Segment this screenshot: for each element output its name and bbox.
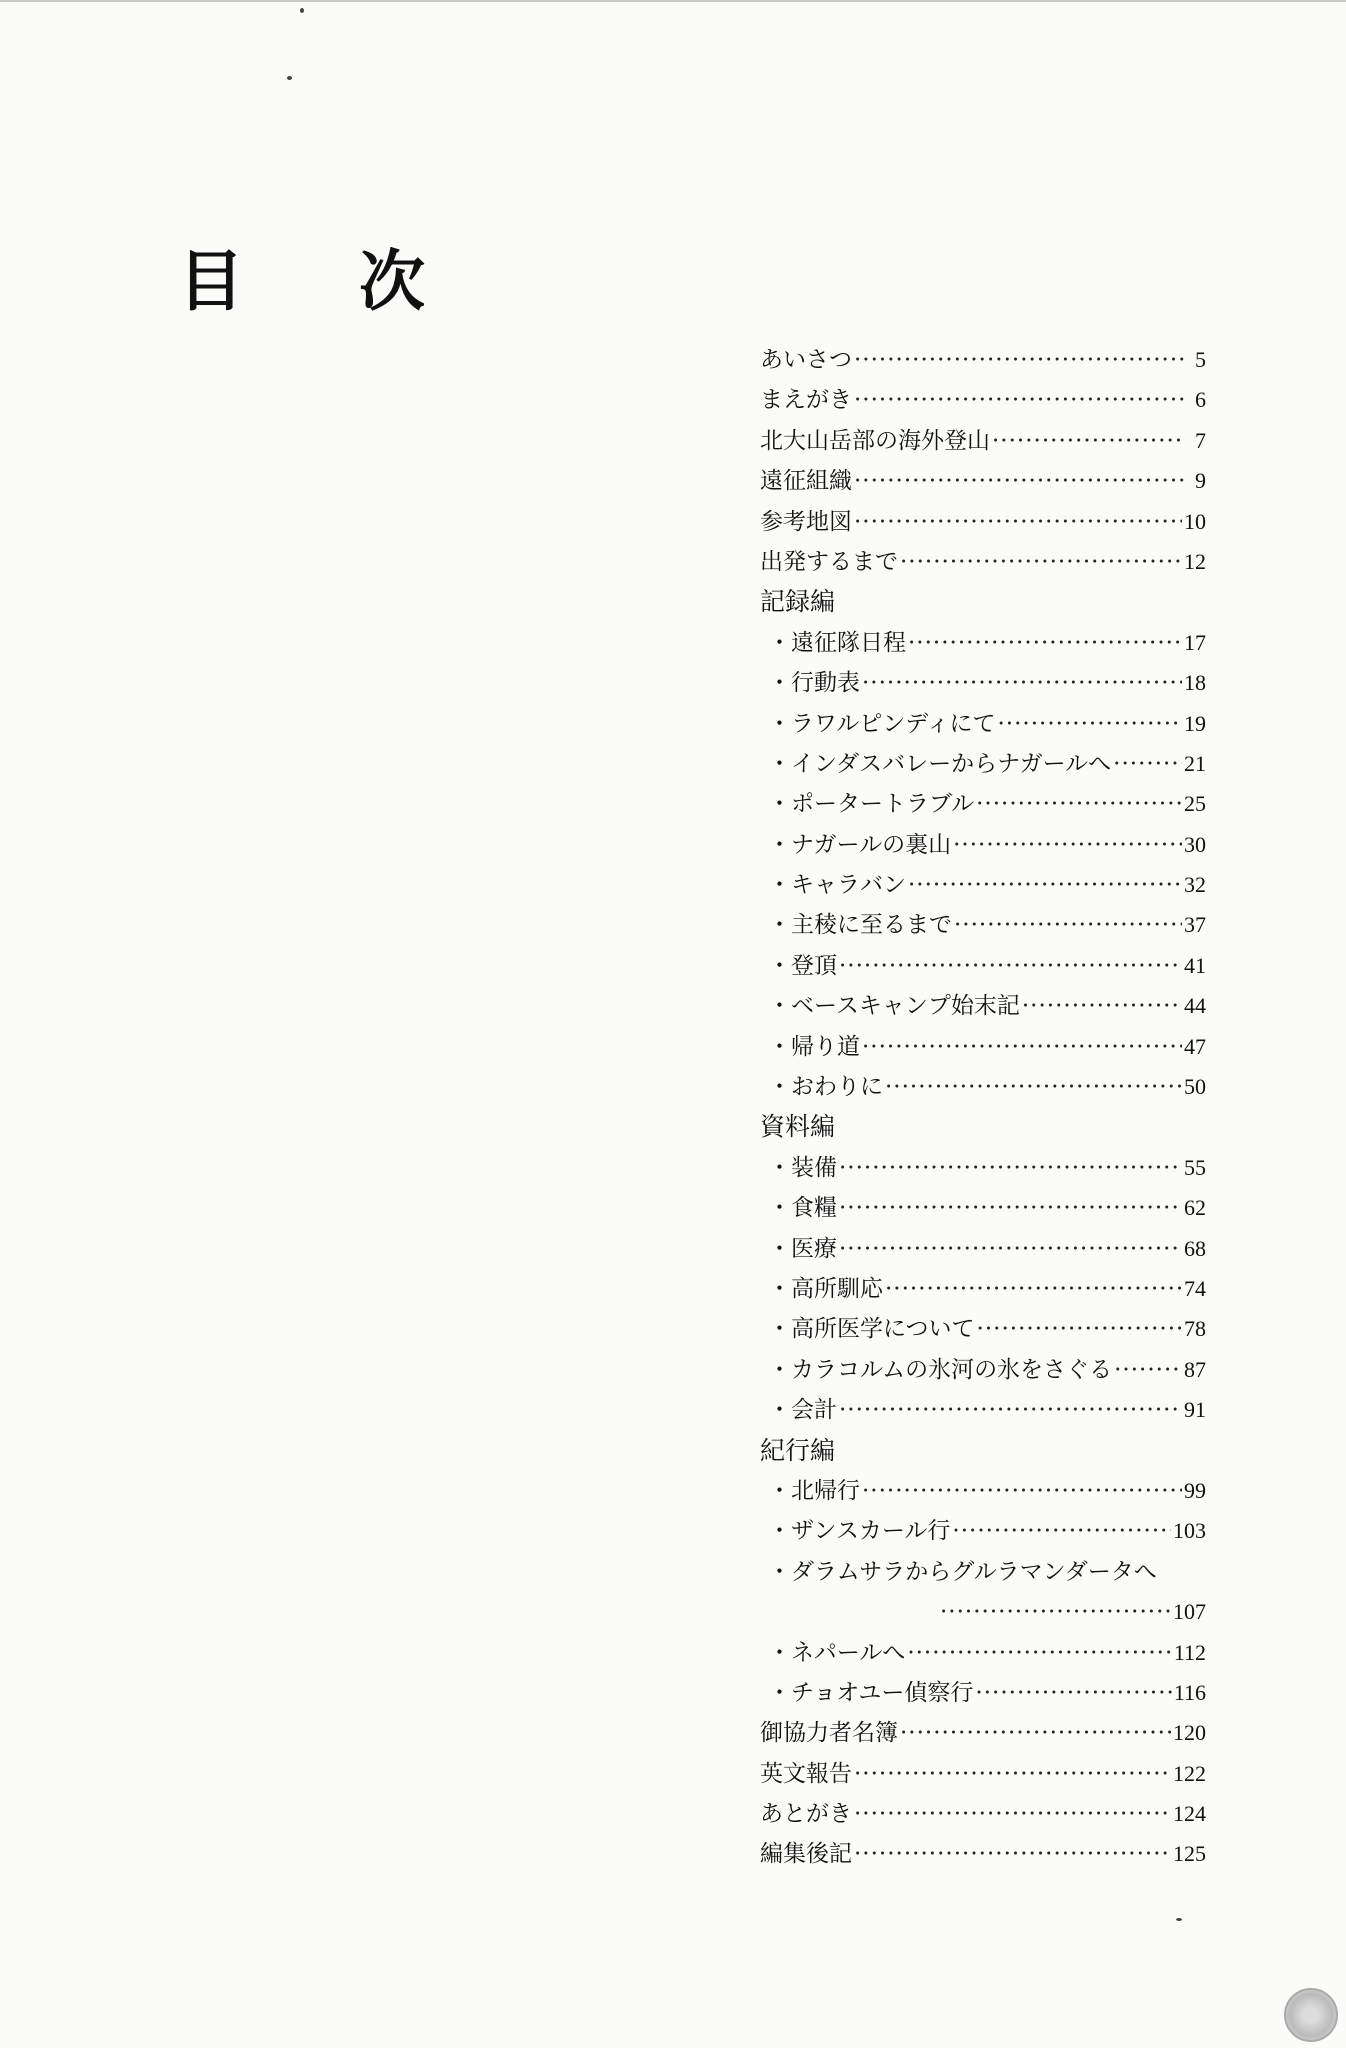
toc-leader-dots bbox=[954, 905, 1182, 945]
toc-entry-label: 英文報告 bbox=[760, 1760, 852, 1787]
toc-entry-label: ・主稜に至るまで bbox=[768, 912, 952, 939]
toc-entry-label: ・帰り道 bbox=[768, 1033, 860, 1060]
toc-entry bbox=[760, 663, 1206, 703]
toc-page-number: 112 bbox=[1173, 1639, 1206, 1665]
toc-entry bbox=[760, 784, 1206, 824]
toc-entry-label: ・ラワルピンディにて bbox=[768, 710, 996, 737]
toc-leader-dots bbox=[900, 1713, 1171, 1753]
toc-entry-label: ・ダラムサラからグルラマンダータへ bbox=[768, 1558, 1157, 1585]
toc-entry-label: ・カラコルムの氷河の氷をさぐる bbox=[768, 1356, 1113, 1383]
toc-leader-dots bbox=[908, 623, 1182, 663]
toc-page-number: 50 bbox=[1184, 1074, 1206, 1100]
toc-leader-dots bbox=[977, 1309, 1182, 1349]
toc-entry bbox=[760, 502, 1206, 542]
toc-entry-label: 御協力者名簿 bbox=[760, 1720, 898, 1747]
toc-entry bbox=[760, 461, 1206, 501]
toc-leader-dots bbox=[854, 461, 1184, 501]
toc-entry-label: ・ネパールへ bbox=[768, 1639, 906, 1666]
toc-page-number: 12 bbox=[1184, 548, 1206, 574]
toc-leader-dots bbox=[854, 502, 1182, 542]
toc-page-number: 99 bbox=[1184, 1477, 1206, 1503]
toc-section-heading bbox=[760, 1107, 1206, 1147]
toc-entry bbox=[760, 1713, 1206, 1753]
toc-entry-label: あいさつ bbox=[760, 347, 852, 373]
toc-entry-label: 出発するまで bbox=[760, 548, 898, 575]
toc-entry bbox=[760, 340, 1206, 380]
toc-entry bbox=[760, 825, 1206, 865]
toc-page-number: 55 bbox=[1184, 1154, 1206, 1180]
toc-entry bbox=[760, 704, 1206, 744]
toc-page-number: 122 bbox=[1173, 1760, 1206, 1786]
toc-entry bbox=[760, 865, 1206, 905]
toc-entry bbox=[760, 1148, 1206, 1188]
toc-entry bbox=[760, 1067, 1206, 1107]
toc-entry-label: ・装備 bbox=[768, 1154, 837, 1181]
toc-entry bbox=[760, 1390, 1206, 1430]
toc-page-number: 120 bbox=[1173, 1720, 1206, 1746]
toc-section-heading bbox=[760, 1431, 1206, 1471]
toc-entry-label: あとがき bbox=[760, 1801, 852, 1828]
toc-leader-dots bbox=[976, 784, 1182, 824]
toc-page-number: 30 bbox=[1184, 831, 1206, 857]
toc-leader-dots bbox=[854, 380, 1184, 420]
print-speck bbox=[300, 8, 304, 13]
toc-leader-dots bbox=[862, 1027, 1182, 1067]
page-title: 目 次 bbox=[178, 242, 471, 320]
toc-leader-dots bbox=[952, 1511, 1171, 1551]
toc-leader-dots bbox=[940, 1592, 1171, 1632]
toc-entry bbox=[760, 1794, 1206, 1834]
toc-entry-label: ・遠征隊日程 bbox=[768, 629, 906, 656]
toc-page-number: 32 bbox=[1184, 872, 1206, 898]
toc-page-number: 62 bbox=[1184, 1195, 1206, 1221]
toc-entry bbox=[760, 1511, 1206, 1551]
toc-entry-label: 遠征組織 bbox=[760, 468, 852, 495]
toc-entry-label: ・行動表 bbox=[768, 670, 860, 697]
toc-page-number: 41 bbox=[1184, 952, 1206, 978]
toc-page-number: 6 bbox=[1195, 387, 1206, 413]
toc-page-number: 116 bbox=[1173, 1679, 1206, 1705]
toc-entry-label: ・高所医学について bbox=[768, 1316, 975, 1343]
toc-leader-dots bbox=[907, 1633, 1172, 1673]
toc-entry-label: ・ベースキャンプ始末記 bbox=[768, 993, 1020, 1020]
toc-leader-dots bbox=[839, 946, 1182, 986]
toc-leader-dots bbox=[953, 825, 1182, 865]
toc-entry-label: ・医療 bbox=[768, 1235, 837, 1262]
toc-page-number: 25 bbox=[1184, 791, 1206, 817]
toc-leader-dots bbox=[862, 1471, 1182, 1511]
toc-leader-dots bbox=[839, 1229, 1182, 1269]
toc-entry-label: ・チョオユー偵察行 bbox=[768, 1679, 974, 1706]
library-seal bbox=[1284, 1988, 1338, 2042]
toc-entry bbox=[760, 1188, 1206, 1228]
toc-page-number: 74 bbox=[1184, 1275, 1206, 1301]
toc-leader-dots bbox=[1022, 986, 1182, 1026]
toc-page-number: 47 bbox=[1184, 1033, 1206, 1059]
toc-leader-dots bbox=[885, 1067, 1182, 1107]
page-top-edge bbox=[0, 0, 1346, 2]
toc-leader-dots bbox=[1113, 744, 1182, 784]
toc-leader-dots bbox=[854, 1794, 1171, 1834]
toc-entry bbox=[760, 1027, 1206, 1067]
toc-page-number: 9 bbox=[1195, 468, 1206, 494]
toc-page-number: 44 bbox=[1184, 993, 1206, 1019]
toc-entry bbox=[760, 946, 1206, 986]
table-of-contents bbox=[760, 340, 1206, 1875]
toc-page-number: 7 bbox=[1195, 427, 1206, 453]
toc-entry bbox=[760, 1592, 1206, 1632]
toc-leader-dots bbox=[839, 1390, 1182, 1430]
print-speck bbox=[287, 76, 292, 80]
toc-entry bbox=[760, 1754, 1206, 1794]
toc-entry-label: ・ポータートラブル bbox=[768, 791, 975, 818]
toc-entry-label: ・登頂 bbox=[768, 952, 837, 979]
toc-entry bbox=[760, 1673, 1206, 1713]
toc-leader-dots bbox=[839, 1148, 1182, 1188]
toc-entry-label: ・おわりに bbox=[768, 1074, 883, 1101]
toc-entry bbox=[760, 1834, 1206, 1874]
toc-page-number: 37 bbox=[1184, 912, 1206, 938]
toc-leader-dots bbox=[854, 1754, 1171, 1794]
toc-page-number: 78 bbox=[1184, 1316, 1206, 1342]
toc-entry-label: まえがき bbox=[760, 387, 852, 414]
toc-entry bbox=[760, 1229, 1206, 1269]
toc-entry bbox=[760, 744, 1206, 784]
toc-page-number: 103 bbox=[1173, 1518, 1206, 1544]
toc-entry-label: ・ナガールの裏山 bbox=[768, 831, 952, 858]
toc-entry-label: 参考地図 bbox=[760, 508, 852, 535]
toc-entry-label: 紀行編 bbox=[760, 1435, 836, 1465]
toc-entry-label: 編集後記 bbox=[760, 1841, 852, 1868]
toc-page-number: 18 bbox=[1184, 670, 1206, 696]
toc-leader-dots bbox=[885, 1269, 1182, 1309]
toc-leader-dots bbox=[900, 542, 1182, 582]
toc-page-number: 125 bbox=[1173, 1841, 1206, 1867]
toc-entry-label: ・北帰行 bbox=[768, 1477, 860, 1504]
toc-entry bbox=[760, 986, 1206, 1026]
toc-entry bbox=[760, 1552, 1206, 1592]
toc-page-number: 68 bbox=[1184, 1235, 1206, 1261]
toc-page-number: 87 bbox=[1184, 1356, 1206, 1382]
toc-entry bbox=[760, 1269, 1206, 1309]
toc-page-number: 5 bbox=[1195, 347, 1206, 372]
toc-leader-dots bbox=[839, 1188, 1182, 1228]
toc-entry-label: ・キャラバン bbox=[768, 872, 906, 899]
toc-leader-dots bbox=[975, 1673, 1171, 1713]
toc-entry-label: ・ザンスカール行 bbox=[768, 1518, 951, 1545]
toc-entry-label: 北大山岳部の海外登山 bbox=[760, 427, 990, 454]
toc-page-number: 91 bbox=[1184, 1397, 1206, 1423]
toc-entry bbox=[760, 623, 1206, 663]
toc-entry bbox=[760, 380, 1206, 420]
toc-leader-dots bbox=[854, 1834, 1171, 1874]
print-speck bbox=[1176, 1918, 1182, 1921]
toc-entry-label: 記録編 bbox=[760, 587, 836, 617]
toc-entry bbox=[760, 1309, 1206, 1349]
toc-page-number: 21 bbox=[1184, 750, 1206, 776]
toc-entry bbox=[760, 1350, 1206, 1390]
toc-page-number: 17 bbox=[1184, 629, 1206, 655]
toc-page-number: 19 bbox=[1184, 710, 1206, 736]
toc-leader-dots bbox=[997, 704, 1182, 744]
toc-page-number: 107 bbox=[1173, 1599, 1206, 1625]
toc-entry-label: ・高所馴応 bbox=[768, 1275, 883, 1302]
toc-page-number: 10 bbox=[1184, 508, 1206, 534]
toc-entry bbox=[760, 1633, 1206, 1673]
toc-leader-dots bbox=[992, 421, 1184, 461]
toc-leader-dots bbox=[862, 663, 1182, 703]
toc-entry bbox=[760, 542, 1206, 582]
toc-leader-dots bbox=[854, 340, 1184, 380]
toc-entry bbox=[760, 1471, 1206, 1511]
toc-leader-dots bbox=[908, 865, 1182, 905]
toc-entry-label: 資料編 bbox=[760, 1112, 836, 1142]
toc-entry-label: ・インダスバレーからナガールへ bbox=[768, 750, 1112, 777]
toc-page-number: 124 bbox=[1173, 1801, 1206, 1827]
toc-section-heading bbox=[760, 582, 1206, 622]
toc-entry bbox=[760, 905, 1206, 945]
toc-entry-label: ・食糧 bbox=[768, 1195, 837, 1222]
toc-entry-label: ・会計 bbox=[768, 1397, 837, 1424]
toc-leader-dots bbox=[1114, 1350, 1182, 1390]
toc-entry bbox=[760, 421, 1206, 461]
